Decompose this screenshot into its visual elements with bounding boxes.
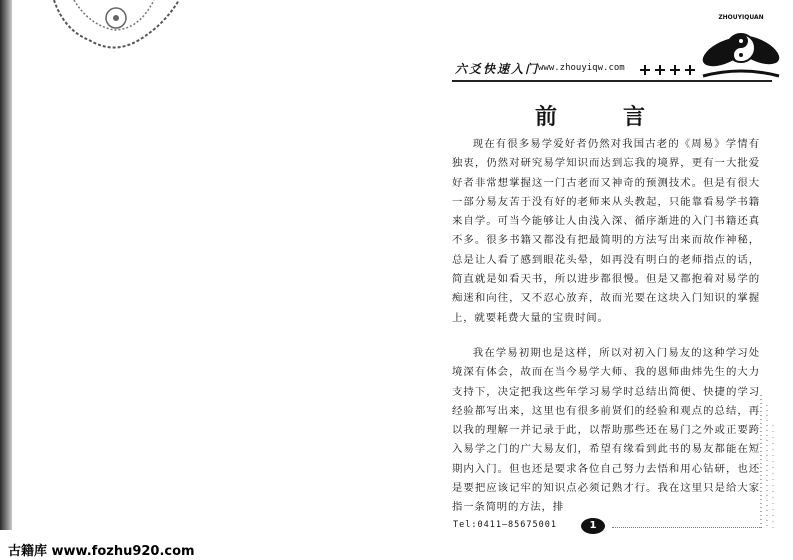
header-decoration	[638, 64, 698, 76]
footer-dotted-rule	[612, 527, 762, 528]
title-char-1: 前	[535, 104, 558, 130]
title-char-2: 言	[622, 104, 645, 130]
footer-telephone: Tel:0411—85675001	[453, 520, 557, 530]
preface-paragraph-1: 现在有很多易学爱好者仍然对我国古老的《周易》学情有独衷，仍然对研究易学知识而达到忘我的境界，更有一大批爱好者非常想掌握这一门古老而又神奇的预测技术。但是有很大一部分易友苦于没有好的老师来从头教起，只能靠看易学书籍来自学。可当今能够让人由浅入深、循序渐进的入门书籍还真不多。很多书籍又都没有把最简明的方法写出来而故作神秘，总是让人看了感到眼花头晕，如再没有明白的老师指点的话，简直就是如看天书，所以进步都很慢。但是又都抱着对易学的痴迷和向往，又不忍心放弃，故而光要在这块入门知识的掌握上，就要耗费大量的宝贵时间。	[452, 138, 760, 324]
yin-yang-fish-logo	[695, 10, 787, 85]
scan-edge-shadow	[0, 0, 12, 530]
scan-edge-dots	[758, 395, 778, 530]
logo-text: ZHOUYIQUAN	[718, 14, 764, 21]
header-title: 六爻快速入门	[455, 62, 540, 76]
watermark: 古籍库 www.fozhu920.com	[8, 544, 195, 559]
page-title	[535, 100, 645, 131]
header-rule	[452, 80, 772, 82]
scanned-illustration-bleed	[44, 0, 194, 62]
page-number: 1	[581, 518, 605, 534]
header-url: www.zhouyiqw.com	[538, 63, 625, 73]
preface-paragraph-2: 我在学易初期也是这样，所以对初入门易友的这种学习处境深有体会，故而在当今易学大师、我的恩师曲炜先生的大力支持下，决定把我这些年学习易学时总结出简便、快捷的学习经验都写出来，这里也有很多前贤们的经验和观点的总结，再以我的理解一并记录于此，以帮助那些还在易门之外或正要跨入易学之门的广大易友们，希望有缘看到此书的易友都能在短期内入门。但也还是要求各位自己努力去悟和用心钻研，也还是要把应该记牢的知识点必须记熟才行。我在这里只是给大家指一条简明的方法，排	[452, 347, 760, 514]
